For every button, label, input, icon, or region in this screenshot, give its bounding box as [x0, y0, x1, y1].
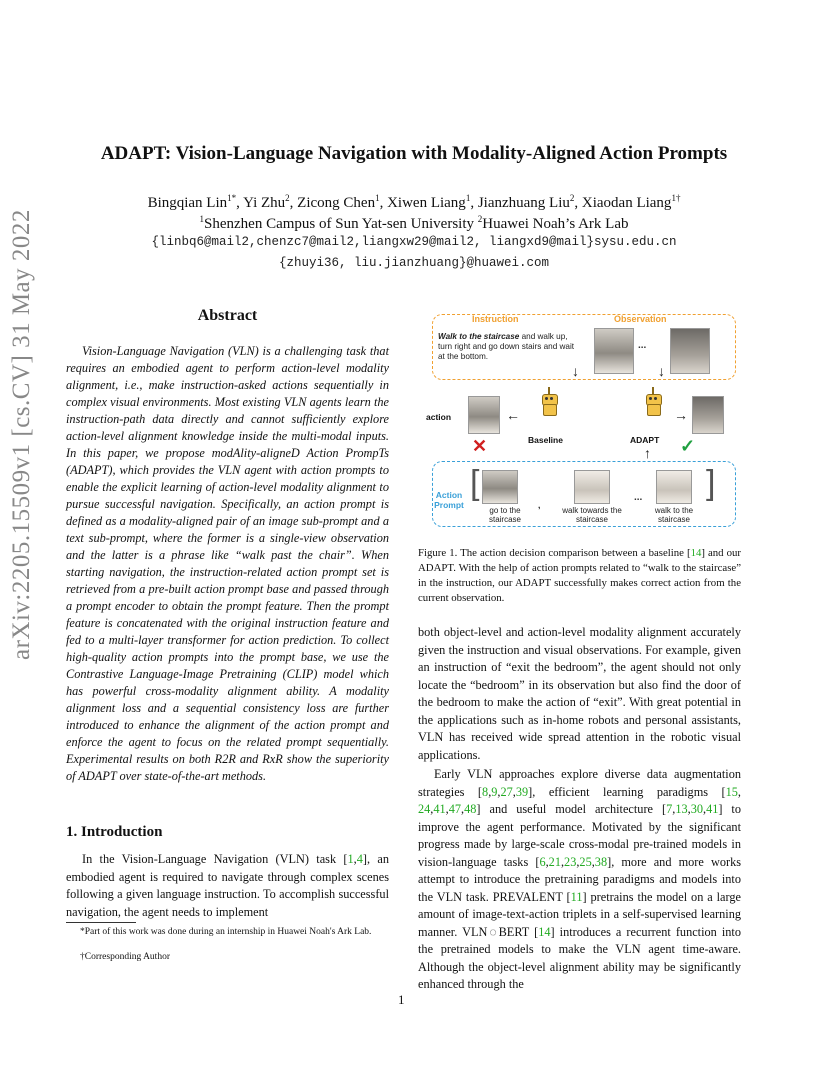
email-line-1: {linbq6@mail2,chenzc7@mail2,liangxw29@mail2, liangxd9@mail}sysu.edu.cn: [151, 235, 677, 249]
observation-image-2: [670, 328, 710, 374]
affiliations: $^1$Shenzhen Campus of Sun Yat-sen University $^2$Huawei Noah’s Ark Lab: [199, 214, 629, 232]
observation-ellipsis: ...: [638, 340, 647, 351]
adapt-action-image: [692, 396, 724, 434]
abstract-heading: Abstract: [197, 307, 258, 324]
figure-caption: Figure 1. The action decision comparison between a baseline [14] and our ADAPT. With the help of action prompts related to “walk to the staircase” in the instruction, our ADAPT successfully makes correct action from the current observation.: [418, 547, 742, 604]
observation-image-1: [594, 328, 634, 374]
prompt-comma: ,: [538, 500, 541, 510]
prompt-text-1: go to the staircase: [488, 506, 521, 524]
arxiv-stamp: arXiv:2205.15509v1 [cs.CV] 31 May 2022: [8, 209, 35, 660]
figure-1: [418, 306, 748, 538]
column2-paragraph-1: both object-level and action-level modality alignment accurately given the instruction and visual observations. For example, given an instruction of “exit the bedroom”, the agent should not only locate the “bedroom” in its observation but also find the door of the bedroom to make the action of “exit”. With great potential in the applications such as in-home robots and personal assistants, VLN has received wide spread attention in the robotic visual applications.: [418, 625, 741, 762]
up-arrow-icon: ↑: [644, 445, 651, 461]
check-icon: ✓: [680, 436, 696, 456]
adapt-label: ADAPT: [630, 435, 660, 445]
footnote-2: †Corresponding Author: [80, 952, 170, 962]
left-bracket: [: [470, 464, 480, 502]
action-prompt-label: Action Prompt: [434, 490, 464, 510]
instruction-text: Walk to the staircase and walk up, turn right and go down stairs and wait at the bottom.: [438, 332, 575, 361]
prompt-text-3: walk to the staircase: [654, 506, 694, 524]
page-number: 1: [398, 992, 405, 1007]
down-arrow-icon: ↓: [658, 363, 665, 379]
author-list: Bingqian Lin$^{1*}$, Yi Zhu$^2$, Zicong Chen$^1$, Xiwen Liang$^1$, Jianzhuang Liu$^2$, Xiaodan Liang$^{1\dagger}$: [147, 193, 681, 211]
prompt-image-1: [482, 470, 518, 504]
prompt-image-3: [656, 470, 692, 504]
intro-heading: 1. Introduction: [66, 824, 163, 840]
prompt-text-2: walk towards the staircase: [562, 506, 622, 524]
cross-icon: ✕: [472, 436, 488, 456]
column2-paragraph-2: Early VLN approaches explore diverse data augmentation strategies [8,9,27,39], efficient learning paradigms [15, 24,41,47,48] and useful model architecture [7,13,30,41] to improve the agent performance. Motivated by the significant progress made by large-scale cross-modal pre-trained models in vision-language tasks [6,21,23,25,38], more and more works attempt to introduce the pretraining paradigms and models into the VLN task. PREVALENT [11] pretrains the model on a large amount of image-text-action triplets in a self-supervised learning manner. VLN◌BERT [14] introduces a recurrent function into the pretrained models to make the VLN agent time-aware. Although the object-level alignment ability may be significantly enhanced through the: [418, 767, 741, 991]
robot-baseline-icon: [536, 386, 562, 416]
instruction-label: Instruction: [472, 314, 519, 324]
right-arrow-icon: →: [674, 407, 688, 423]
prompt-ellipsis: ...: [634, 492, 643, 503]
email-line-2: {zhuyi36, liu.jianzhuang}@huawei.com: [278, 256, 550, 270]
left-arrow-icon: ←: [506, 407, 520, 423]
action-label: action: [426, 412, 452, 422]
footnote-rule: [66, 922, 136, 923]
prompt-image-2: [574, 470, 610, 504]
down-arrow-icon: ↓: [572, 363, 579, 379]
observation-label: Observation: [614, 314, 667, 324]
baseline-action-image: [468, 396, 500, 434]
robot-adapt-icon: [640, 386, 666, 416]
paper-title: ADAPT: Vision-Language Navigation with Modality-Aligned Action Prompts: [100, 143, 728, 164]
footnote-1: *Part of this work was done during an internship in Huawei Noah's Ark Lab.: [80, 927, 372, 937]
intro-text: In the Vision-Language Navigation (VLN) task [1,4], an embodied agent is required to navigate through complex scenes following a given language instruction. To accomplish successful navigation, the agent needs to implement: [66, 852, 389, 919]
baseline-label: Baseline: [528, 435, 563, 445]
abstract-text: Vision-Language Navigation (VLN) is a challenging task that requires an embodied agent to perform action-level modality alignment, i.e., make instruction-asked actions sequentially in complex visual environments. Most existing VLN agents learn the instruction-path data directly and cannot sufficiently explore action-level alignment knowledge inside the multi-modal inputs. In this paper, we propose modAlity-aligneD Action PrompTs (ADAPT), which provides the VLN agent with action prompts to enable the explicit learning of action-level modality alignment to pursue successful navigation. Specifically, an action prompt is defined as a modality-aligned pair of an image sub-prompt and a text sub-prompt, where the former is a single-view observation and the latter is a phrase like “walk past the chair”. When starting navigation, the instruction-related action prompt set is retrieved from a pre-built action prompt base and passed through a prompt encoder to obtain the prompt feature. Then the prompt feature is concatenated with the original instruction feature and fed to a multi-layer transformer for action prediction. To collect high-quality action prompts into the prompt base, we use the Contrastive Language-Image Pretraining (CLIP) model which has powerful cross-modality alignment ability. A modality alignment loss and a sequential consistency loss are further introduced to enhance the alignment of the action prompt and enforce the agent to focus on the related prompt sequentially. Experimental results on both R2R and RxR show the superiority of ADAPT over state-of-the-art methods.: [66, 344, 389, 783]
right-bracket: ]: [706, 464, 716, 502]
